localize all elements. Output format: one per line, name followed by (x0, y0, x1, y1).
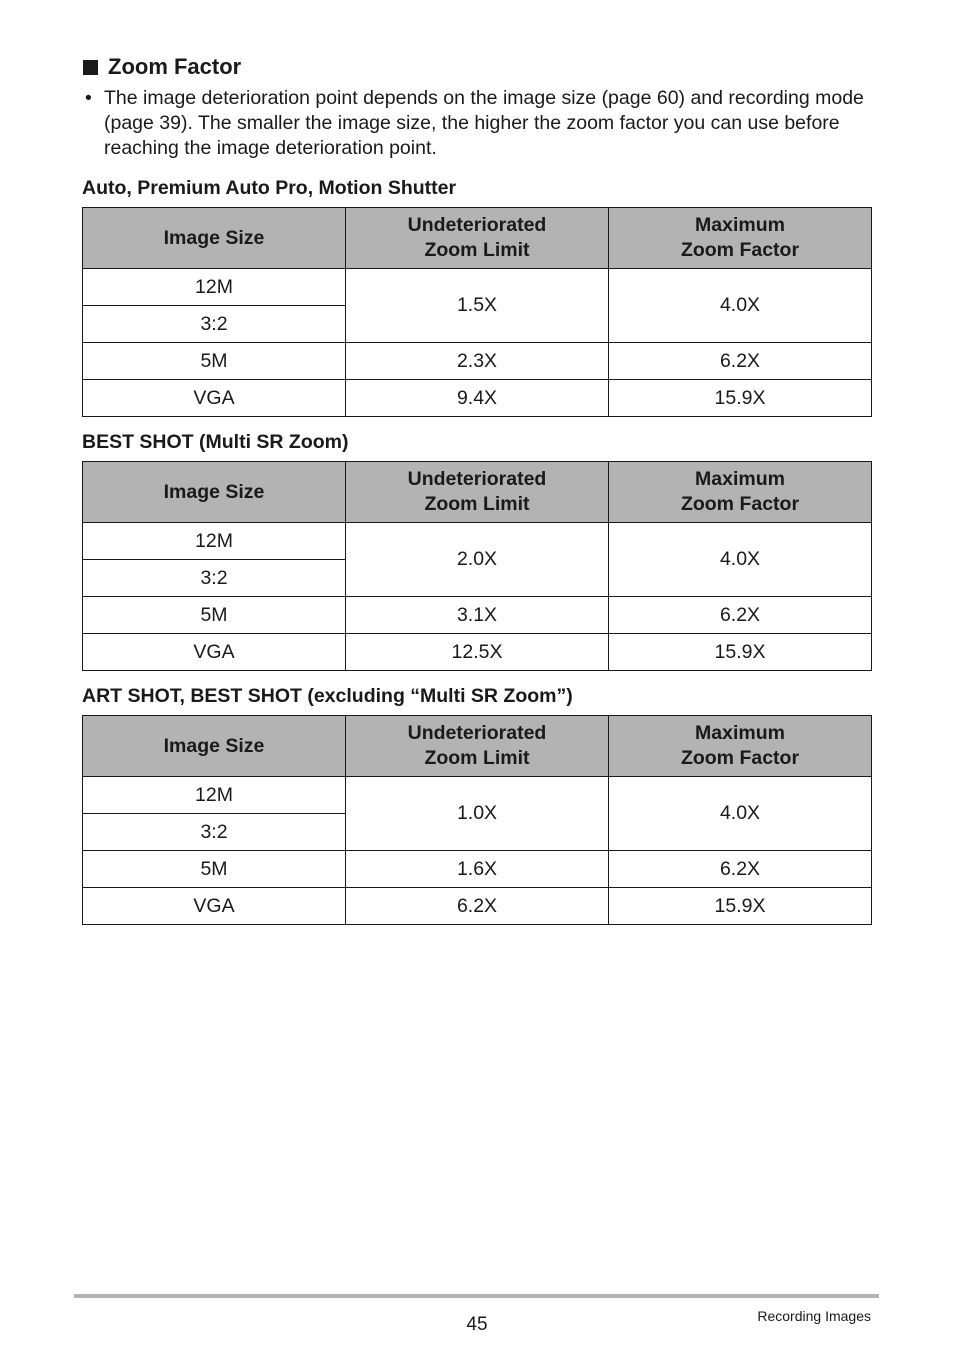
table-row (83, 597, 872, 634)
table-row (83, 888, 872, 925)
zoom-table-art-shot (82, 715, 872, 925)
cell-zoom-limit: 6.2X (346, 888, 609, 925)
header-undeteriorated-zoom-limit: Undeteriorated Zoom Limit (346, 208, 609, 269)
table-row (83, 777, 872, 814)
header-undeteriorated-zoom-limit: Undeteriorated Zoom Limit (346, 716, 609, 777)
cell-zoom-limit: 3.1X (346, 597, 609, 634)
zoom-table-best-shot-multi-sr (82, 461, 872, 671)
cell-image-size: VGA (83, 634, 346, 671)
footer-divider (74, 1294, 879, 1298)
cell-max-zoom: 6.2X (609, 597, 872, 634)
cell-image-size: 12M (83, 269, 346, 306)
section-heading-text: Zoom Factor (108, 54, 242, 79)
cell-image-size: 3:2 (83, 560, 346, 597)
cell-zoom-limit: 2.3X (346, 343, 609, 380)
cell-image-size: 5M (83, 851, 346, 888)
table-row (83, 851, 872, 888)
cell-max-zoom: 4.0X (609, 269, 872, 343)
table-row (83, 634, 872, 671)
cell-max-zoom: 6.2X (609, 851, 872, 888)
cell-image-size: VGA (83, 888, 346, 925)
header-image-size: Image Size (83, 462, 346, 523)
table-header-row (83, 716, 872, 777)
cell-zoom-limit: 1.0X (346, 777, 609, 851)
table-header-row (83, 462, 872, 523)
cell-image-size: 3:2 (83, 306, 346, 343)
section-heading (83, 54, 241, 80)
cell-zoom-limit: 1.5X (346, 269, 609, 343)
cell-max-zoom: 15.9X (609, 634, 872, 671)
zoom-table-auto (82, 207, 872, 417)
bullet-dot-icon: • (85, 87, 92, 109)
cell-zoom-limit: 2.0X (346, 523, 609, 597)
header-image-size: Image Size (83, 208, 346, 269)
cell-max-zoom: 15.9X (609, 888, 872, 925)
table-row (83, 343, 872, 380)
table-row (83, 523, 872, 560)
cell-image-size: 12M (83, 523, 346, 560)
header-maximum-zoom-factor: Maximum Zoom Factor (609, 716, 872, 777)
cell-zoom-limit: 12.5X (346, 634, 609, 671)
cell-image-size: 12M (83, 777, 346, 814)
cell-image-size: 5M (83, 597, 346, 634)
square-bullet-icon (83, 60, 98, 75)
header-undeteriorated-zoom-limit: Undeteriorated Zoom Limit (346, 462, 609, 523)
table-title-best-shot-multi-sr: BEST SHOT (Multi SR Zoom) (82, 431, 349, 453)
cell-image-size: 3:2 (83, 814, 346, 851)
bullet-note-text: The image deterioration point depends on the image size (page 60) and recording mode (page 39). The smaller the image size, the higher the zoom factor you can use before reaching the image deterioration point. (104, 87, 864, 159)
header-image-size: Image Size (83, 716, 346, 777)
table-header-row (83, 208, 872, 269)
page-number: 45 (466, 1314, 488, 1335)
bullet-note (85, 86, 885, 161)
table-row (83, 380, 872, 417)
table-title-art-shot: ART SHOT, BEST SHOT (excluding “Multi SR Zoom”) (82, 685, 573, 707)
cell-zoom-limit: 9.4X (346, 380, 609, 417)
cell-max-zoom: 4.0X (609, 777, 872, 851)
cell-zoom-limit: 1.6X (346, 851, 609, 888)
table-row (83, 269, 872, 306)
footer-section-title: Recording Images (757, 1308, 871, 1324)
header-maximum-zoom-factor: Maximum Zoom Factor (609, 208, 872, 269)
cell-max-zoom: 6.2X (609, 343, 872, 380)
header-maximum-zoom-factor: Maximum Zoom Factor (609, 462, 872, 523)
cell-image-size: VGA (83, 380, 346, 417)
cell-max-zoom: 15.9X (609, 380, 872, 417)
table-title-auto: Auto, Premium Auto Pro, Motion Shutter (82, 177, 457, 199)
cell-image-size: 5M (83, 343, 346, 380)
cell-max-zoom: 4.0X (609, 523, 872, 597)
